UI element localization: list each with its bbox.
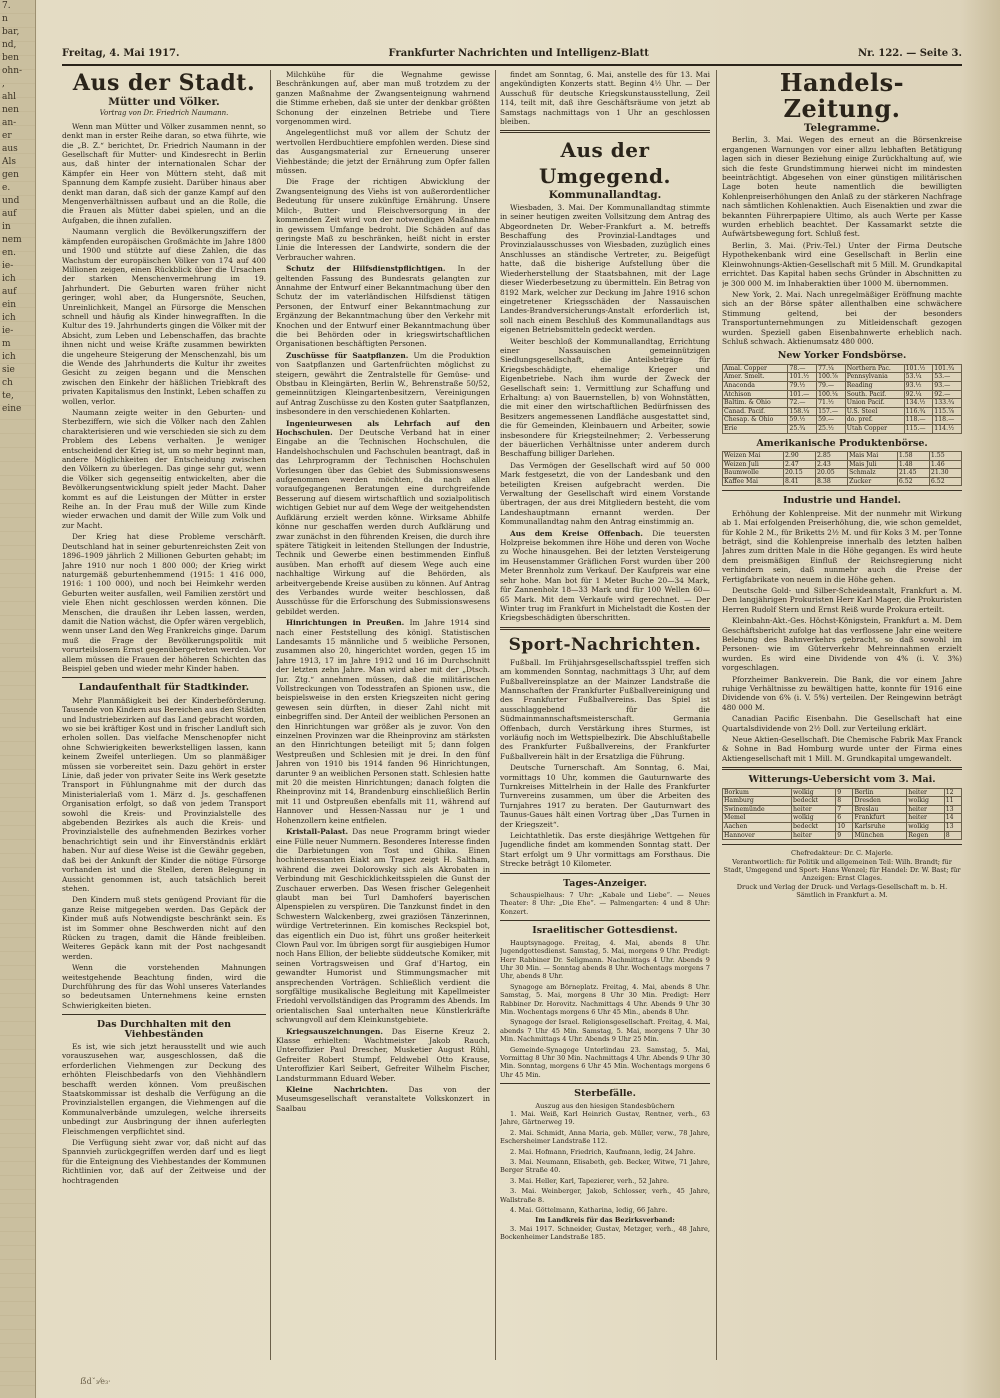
column-divider: [495, 70, 496, 1360]
column-handels-zeitung: [722, 70, 962, 1360]
binding-fragment: ben: [2, 53, 19, 63]
table-cell: South. Pacif.: [845, 390, 904, 399]
header-masthead: Frankfurter Nachrichten und Intelligenz-Blatt: [388, 47, 649, 59]
article-separator: [62, 1014, 266, 1015]
binding-fragment: aus: [2, 144, 18, 154]
table-cell: Northern Pac.: [845, 364, 904, 373]
table-cell: Frankfurt: [853, 814, 907, 823]
table-cell: Reading: [845, 381, 904, 390]
news-item-title: Kleine Nachrichten.: [286, 1085, 388, 1095]
table-cell: 7: [836, 805, 853, 814]
news-item-text: Das Eiserne Kreuz 2. Klasse erhielten: Wachtmeister Jakob Rauch, Unteroffizier Paul Drescher, Musketier August Rühl, Gefreiter Robert Stumpf, Feldwebel Otto Krause, Unteroffizier Karl Seibert, Gefreiter Wilhelm Fischer, Landsturmmann Eduard Weber.: [276, 1026, 490, 1083]
table-cell: 118.—: [933, 416, 962, 425]
table-cell: 8: [944, 831, 961, 840]
commodity-table: [722, 451, 962, 486]
table-cell: Baumwolle: [723, 469, 784, 478]
paragraph: Chefredakteur: Dr. C. Majerle.: [791, 849, 893, 858]
column-divider: [716, 70, 717, 1360]
binding-fragment: te,: [2, 391, 14, 401]
news-item: [276, 264, 490, 349]
table-cell: Borkum: [723, 788, 792, 797]
binding-fragment: eine: [2, 404, 22, 414]
binding-fragment: auf: [2, 209, 17, 219]
binding-fragment: nen: [2, 105, 19, 115]
ny-stock-table: [722, 364, 962, 434]
paragraph: Wenn die vorstehenden Mahnungen weitestgehende Beachtung finden, wird die Durchführung des für das Wohl unseres Vaterlandes so bedeutsamen Unternehmens keine ernsten Schwierigkeiten bieten.: [62, 963, 266, 1010]
news-item-text: Das von der Museumsgesellschaft veranstaltete Volkskonzert in Saalbau: [276, 1085, 490, 1113]
table-cell: 118.—: [904, 416, 933, 425]
table-cell: 2.47: [783, 460, 815, 469]
paragraph: Synagoge am Börneplatz. Freitag, 4. Mai, abends 8 Uhr. Samstag, 5. Mai, morgens 8 Uhr 30 Min. Predigt: Herr Rabbiner Dr. Horovitz. Nachmittags 4 Uhr. Abends 9 Uhr 30 Min. Wochentags morgens 6 Uhr 45 Min., abends 8 Uhr.: [500, 982, 710, 1016]
news-item: findet am Sonntag, 6. Mai, anstelle des für 13. Mai angekündigten Konzerts statt. Beginn 4½ Uhr. — Der Ausschuß für deutsche Kriegskunstausstellung, Zeil 114, teilt mit, daß ihre Geschäftsräume von jetzt ab Samstags nachmittags von 1 Uhr an geschlossen bleiben.: [500, 70, 710, 127]
table-row: [723, 477, 962, 486]
news-item: Schauspielhaus: 7 Uhr: „Kabale und Liebe“. — Neues Theater: 8 Uhr: „Die Ehe“. — Palmengarten: 4 und 8 Uhr: Konzert.: [500, 891, 710, 916]
table-cell: Dresden: [853, 797, 907, 806]
paragraph: Verantwortlich: für Politik und allgemeinen Teil: Wilh. Brandt; für Stadt, Umgegend und Sport: Hans Wenzel; für Handel: Dr. W. Bast; für Anzeigen: Ernst Clages.: [723, 857, 961, 883]
table-cell: Union Pacif.: [845, 399, 904, 408]
paragraph: Den Kindern muß stets genügend Proviant für die ganze Reise mitgegeben werden. Das Gepäck der Kinder muß aufs Notwendigste beschränkt sein. Es ist im Sommer ohne Beschwerden nicht auf den Rücken zu tragen, damit die Hände freibleiben. Weiteres Gepäck kann mit der Post nachgesandt werden.: [62, 895, 266, 961]
news-item: [276, 351, 490, 417]
section-separator: [500, 130, 710, 133]
table-cell: wolkig: [792, 814, 836, 823]
weather-table: [722, 788, 962, 841]
table-cell: 9: [836, 788, 853, 797]
table-cell: Weizen Juli: [723, 460, 784, 469]
table-cell: wolkig: [907, 823, 945, 832]
article-body: [62, 696, 266, 1010]
news-item-text: Um die Produktion von Saatpflanzen und Gartenfrüchten möglichst zu steigern, gewährt die Zentralstelle für Gemüse- und Obstbau in Kleingärten, Berlin W., Behrenstraße 50/52, gemeinnützigen Kleingartenbesitzern, Vereinigungen auf Antrag Zuschüsse zu den Kosten guter Saatpflanzen, insbesondere in den verschiedenen Kohlarten.: [276, 350, 490, 417]
section-title-gottesdienst: Israelitischer Gottesdienst.: [532, 925, 678, 937]
sterbe-list: [500, 1110, 710, 1214]
binding-fragment: ie-: [2, 261, 14, 271]
paragraph: Leichtathletik. Das erste diesjährige Wettgehen für Jugendliche findet am kommenden Sonntag statt. Der Start erfolgt um 9 Uhr vormittags am Forsthaus. Die Strecke beträgt 10 Kilometer.: [500, 831, 710, 869]
table-cell: 6.52: [897, 477, 929, 486]
article-separator: [500, 1083, 710, 1084]
table-row: [723, 814, 962, 823]
table-cell: 100.⅞: [817, 373, 846, 382]
table-cell: 20.15: [783, 469, 815, 478]
table-cell: 157.—: [817, 407, 846, 416]
article-body: [500, 203, 710, 527]
table-cell: Hamburg: [723, 797, 792, 806]
table-cell: 53.¼: [904, 373, 933, 382]
paragraph: Pforzheimer Bankverein. Die Bank, die vor einem Jahre ruhige Verhältnisse zu bewältigen hatte, konnte für 1916 eine Dividende von 6% (i. V. 5%) verteilen. Der Reingewinn beträgt 480 000 M.: [722, 674, 962, 712]
paragraph: Kleinbahn-Akt.-Ges. Höchst-Königstein, Frankfurt a. M. Dem Geschäftsbericht zufolge hat das verflossene Jahr eine weitere Belebung des Bahnverkehrs gebracht, so daß sowohl im Personen- wie im Güterverkehr Mehreinnahmen erzielt wurden. Es wird eine Dividende von 4% (i. V. 3%) vorgeschlagen.: [722, 616, 962, 673]
table-cell: 101.—: [788, 390, 817, 399]
binding-fragment: ohn-: [2, 66, 23, 76]
binding-fragment: ie-: [2, 326, 14, 336]
article-separator: [722, 844, 962, 845]
table-cell: 8.38: [816, 477, 848, 486]
paragraph: 2. Mai. Schmidt, Anna Maria, geb. Müller, verw., 78 Jahre, Eschersheimer Landstraße 112.: [500, 1128, 710, 1146]
news-item-title: Kriegsauszeichnungen.: [286, 1026, 383, 1036]
table-cell: 13: [944, 823, 961, 832]
table-row: [723, 416, 962, 425]
binding-fragment: e.: [2, 183, 11, 193]
paragraph: Erhöhung der Kohlenpreise. Mit der nunmehr mit Wirkung ab 1. Mai erfolgenden Preiserhöhung, die, wie schon gemeldet, für Kohle 2 M., für Briketts 2½ M. und für Koks 3 M. per Tonne beträgt, sind die Kohlenpreise innerhalb des letzten halben Jahres zum dritten Male in die Höhe gegangen. Es wird heute dem preismäßigen Einfluß der Reichsregierung nicht verhindern sein, daß nunmehr auch die Preise der Fertigfabrikate von neuem in die Höhe gehen.: [722, 508, 962, 584]
paragraph: Berlin, 3. Mai. (Priv.-Tel.) Unter der Firma Deutsche Hypothekenbank wird eine Gesellschaft in Berlin eine Kleinwohnungs-Aktien-Gesellschaft mit 5 Mill. M. Grundkapital errichtet. Das Kapital haben sechs Gründer in Abschnitten zu je 300 000 M. im Inhaberaktien über 1000 M. übernommen.: [722, 240, 962, 288]
binding-fragment: auf: [2, 287, 17, 297]
table-cell: do. pref.: [845, 416, 904, 425]
table-cell: bedeckt: [792, 823, 836, 832]
paragraph: Naumann verglich die Bevölkerungsziffern der kämpfenden europäischen Großmächte im Jahre 1800 und 1900 und stützte auf diese Zahlen, die das Wachstum der europäischen Völker von 174 auf 400 Millionen zeigen, einen Rückblick über die Ursachen der starken Menschenvermehrung im 19. Jahrhundert. Die Geburten waren früher nicht geringer, wohl aber, da Hungersnöte, Seuchen, Unreinlichkeit, Mangel an Fürsorge die Menschen schnell und häufig als Kinder hinwegrafften. In die Kultur des 19. Jahrhunderts gingen die Völker mit der Absicht, zum Leben und Lebenschaffen, das brachte ihnen nicht und weise Kräfte zusammen bewirkten die ungeheure Steigerung der Menschenzahl, bis um die Wende des Jahrhunderts die Kultur ihr zweites Gesicht zu zeigen begann und die Menschen zwischen den Einkehr der häßlichen Triebkraft des privaten Kapitalismus den Instinkt, Leben schaffen zu wollen, verlor.: [62, 227, 266, 406]
header-date: Freitag, 4. Mai 1917.: [62, 47, 180, 59]
footer-mark: ẞdˇ₃⁄e₃⸱: [80, 1377, 111, 1386]
news-item-title: Schutz der Hilfsdienstpflichtigen.: [286, 264, 446, 274]
paragraph: Weiter beschloß der Kommunallandtag, Errichtung einer Nassauischen gemeinnützigen Siedlungsgesellschaft, die Anteilsbeträge für Kriegsbeschädigte, ehemalige Krieger und Eigenbetriebe. Nach ihm wurde der Zweck der Gesellschaft sein: 1. Vermittlung zur Schaffung und Erhaltung: a) von Bauernstellen, b) von Wohnstätten, die mit einer den wirtschaftlichen Bedürfnissen des Besitzers angemessenen Landfläche ausgestattet sind, die für Gemeinden, Kleinbauern und Arbeiter, sowie insbesondere für Kriegsteilnehmer; 2. Verbesserung der bäuerlichen Verhältnisse unter anderem durch Beschaffung billiger Darlehen.: [500, 336, 710, 459]
article-separator: [500, 873, 710, 874]
binding-fragment: ch: [2, 378, 13, 388]
table-cell: Memel: [723, 814, 792, 823]
table-cell: heiter: [907, 805, 945, 814]
news-item-title: Ingenieurwesen als Lehrfach auf den Hochschulen.: [276, 418, 490, 438]
paragraph: Mehr Planmäßigkeit bei der Kinderbeförderung. Tausende von Kindern aus Bereichen aus den Städten und Industriebezirken auf das Land gebracht worden, wo sie bei kräftiger Kost und in frischer Landluft sich erholen sollen. Das vielfache Menschenopfer nicht ohne Schwierigkeiten bewerkstelligen lassen, kann keinem Zweifel unterliegen. Um so planmäßiger müssen sie vorbereitet sein. Dazu gehört in erster Linie, daß jeder von privater Seite ins Werk gesetzte Transport in Fühlungnahme mit der durch das Ministerialerlaß vom 1. März d. Js. geschaffenen Organisation erfolgt, so daß von jedem Transport sowohl die Kreis- und Provinzialstelle des abgebenden Bezirkes als auch die Kreis- und Provinzialstelle des aufnehmenden Bezirkes vorher benachrichtigt sein und ihr Einverständnis erklärt haben. Nur auf diese Weise ist die Gewähr gegeben, daß bei der Ankunft der Kinder die nötige Fürsorge vorhanden ist und die Stellen, deren Belegung in Aussicht genommen ist, auch tatsächlich bereit stehen.: [62, 695, 266, 893]
news-item-text: Der Deutsche Verband hat in einer Eingabe an die Technischen Hochschulen, die Handelshochschulen und Fachschulen beantragt, daß in das Lehrprogramm der Technischen Hochschulen Vorlesungen über das Gebiet des Submissionswesens aufgenommen werden möchten, da nach allen voraufgegangenen Beratungen eine durchgreifende Besserung auf diesem wirtschaftlich und sozialpolitisch wichtigen Gebiet nur auf dem Wege der weitgehendsten Aufklärung erzielt werden könne. Wirksame Abhilfe könne nur geschaffen werden durch Aufklärung und zwar zunächst in den führenden Kreisen, die durch ihre spätere Tätigkeit in leitenden Stellungen der Industrie, Technik und Gewerbe einen bestimmenden Einfluß ausüben. Man erhofft auf diesem Wege auch eine nachhaltige Wirkung auf die Behörden, als arbeitvergebende Kreise ausüben zu können. Auf Antrag des Verbandes wurde weiter beschlossen, daß Ausschüsse für die Erforschung des Submissionswesens gebildet werden.: [276, 428, 490, 616]
binding-fragment: m: [2, 339, 11, 349]
paragraph: 3. Mai. Heller, Karl, Tapezierer, verh., 52 Jahre.: [510, 1176, 669, 1185]
table-cell: 115.⅞: [933, 407, 962, 416]
article-separator: [722, 490, 962, 491]
table-title-ny-fondsboerse: New Yorker Fondsbörse.: [777, 350, 907, 362]
binding-fragment: sie: [2, 365, 15, 375]
news-item: [276, 1085, 490, 1113]
news-item-title: Aus dem Kreise Offenbach.: [510, 528, 643, 538]
table-cell: 2.85: [816, 451, 848, 460]
table-cell: Erie: [723, 424, 788, 433]
column-region-sport: [500, 70, 710, 1360]
binding-fragment: in: [2, 222, 11, 232]
table-cell: 21.30: [929, 469, 961, 478]
table-cell: 79.—: [817, 381, 846, 390]
table-cell: Zucker: [848, 477, 898, 486]
table-cell: Kaffee Mai: [723, 477, 784, 486]
table-cell: 20.05: [816, 469, 848, 478]
paragraph: Synagoge der Israel. Religionsgesellschaft. Freitag, 4. Mai, abends 7 Uhr 45 Min. Samstag, 5. Mai, morgens 7 Uhr 30 Min. Nachmittags 4 Uhr. Abends 9 Uhr 25 Min.: [500, 1018, 710, 1044]
table-cell: 114.½: [933, 424, 962, 433]
table-row: [723, 364, 962, 373]
table-cell: Atchison: [723, 390, 788, 399]
binding-fragment: Als: [2, 157, 16, 167]
table-cell: Aachen: [723, 823, 792, 832]
table-cell: wolkig: [907, 797, 945, 806]
table-cell: Breslau: [853, 805, 907, 814]
article-body: [722, 135, 962, 346]
news-item-text: Im Jahre 1914 sind nach einer Feststellung des königl. Statistischen Landesamts 15 männliche und 5 weibliche Personen, zusammen also 20, hingerichtet worden, gegen 15 im Jahre 1913, 17 im Jahre 1912 und 16 im Durchschnitt der letzten zehn Jahre. Man wird aber mit der „Dtsch. Jur. Ztg.“ annehmen müssen, daß die militärischen Vollstreckungen von Todesstrafen an Spionen usw., die beispielsweise in den ersten Kriegszeiten nicht gering gewesen sein dürften, in dieser Zahl nicht mit einbegriffen sind. Der Anteil der weiblichen Personen an den Hinrichtungen war größer als je zuvor. Von den einzelnen Provinzen war die Rheinprovinz am stärksten an den Hinrichtungen beteiligt mit 5; dann folgen Westpreußen und Schlesien mit je drei. In den fünf Jahren von 1910 bis 1914 fanden 96 Hinrichtungen, darunter 9 an weiblichen Personen statt. Schlesien hatte mit 20 die meisten Hinrichtungen; danach folgten die Rheinprovinz mit 14, Brandenburg einschließlich Berlin mit 11 und Ostpreußen ebenfalls mit 11, während auf Hannover und Hessen-Nassau nur je 1 und Hohenzollern keine entfielen.: [276, 618, 490, 825]
table-cell: 101.¾: [933, 364, 962, 373]
table-cell: München: [853, 831, 907, 840]
paragraph: Naumann zeigte weiter in den Geburten- und Sterbeziffern, wie sich die Völker nach den Zahlen charakterisieren und wie verschieden sie sich zu dem Problem des Lebens verhalten. Je weniger entscheidend der Krieg ist, um so mehr beginnt man, andere Möglichkeiten der Entscheidung zwischen den Völkern zu überlegen. Das ginge sehr gut, wenn die Völker sich gegenseitig entwickelten, aber die Bevölkerungsentwicklung spielt jeder Macht. Daher kommt es auf die Leistungen der Mütter in erster Reihe an. In der Frau muß der Wille zum Kinde wieder erwachen und damit der Wille zum Volk und zur Macht.: [62, 408, 266, 530]
table-cell: 14: [944, 814, 961, 823]
table-cell: U.S. Steel: [845, 407, 904, 416]
paragraph: Das Vermögen der Gesellschaft wird auf 50 000 Mark festgesetzt, die von der Landesbank und den beteiligten Kreisen aufgebracht werden. Die Verwaltung der Gesellschaft wird einem Vorstande übertragen, der aus drei Mitgliedern besteht, die vom Landeshauptmann ernannt werden. Der Kommunallandtag nahm den Antrag einstimmig an.: [500, 460, 710, 527]
article-title-landaufenthalt: Landaufenthalt für Stadtkinder.: [78, 682, 250, 694]
section-separator: [500, 627, 710, 630]
binding-fragment: bar,: [2, 27, 20, 37]
binding-fragment: ein: [2, 300, 17, 310]
column-divider: [270, 70, 271, 1360]
table-cell: 1.48: [897, 460, 929, 469]
article-title-muetter: Mütter und Völker.: [108, 96, 220, 108]
paragraph: 2. Mai. Hofmann, Friedrich, Kaufmann, ledig, 24 Jahre.: [510, 1147, 696, 1156]
table-row: [723, 407, 962, 416]
table-cell: 71.½: [817, 399, 846, 408]
table-cell: 10: [836, 823, 853, 832]
article-body: [62, 122, 266, 674]
section-headline-umgegend: Aus der Umgegend.: [538, 138, 671, 189]
column-local-news-continued: [276, 70, 490, 1360]
table-cell: Hannover: [723, 831, 792, 840]
paragraph: Hauptsynagoge. Freitag, 4. Mai, abends 8 Uhr. Jugendgottesdienst. Samstag, 5. Mai, morgens 9 Uhr. Predigt: Herr Rabbiner Dr. Seligmann. Nachmittags 4 Uhr. Abends 9 Uhr 30 Min. — Sonntag abends 8 Uhr. Wochentags morgens 7 Uhr, abends 8 Uhr.: [500, 938, 710, 981]
paragraph: Deutsche Turnerschaft. Am Sonntag, 6. Mai, vormittags 10 Uhr, kommen die Gauturnwarte des Turnkreises Mittelrhein in der Halle des Frankfurter Turnvereins zusammen, um über die Arbeiten des Turnjahres 1917 zu beraten. Der Gauturnwart des Taunus-Gaues hält einen Vortrag über „Das Turnen in der Kriegszeit“.: [500, 763, 710, 829]
impressum: [722, 849, 962, 899]
table-cell: 1.58: [897, 451, 929, 460]
binding-fragment: en.: [2, 248, 16, 258]
table-cell: 53.—: [933, 373, 962, 382]
table-row: [723, 805, 962, 814]
table-row: [723, 381, 962, 390]
table-cell: Schmalz: [848, 469, 898, 478]
table-cell: 8: [836, 797, 853, 806]
article-byline: Vortrag von Dr. Friedrich Naumann.: [99, 109, 229, 118]
table-cell: 59.½: [788, 416, 817, 425]
paragraph: New York, 2. Mai. Nach unregelmäßiger Eröffnung machte sich an der Börse später allenthalben eine schwächere Stimmung geltend, bei der besonders Transportunternehmungen zu Mitleidenschaft gezogen wurden. Speziell gaben Eisenbahnwerte erheblich nach. Schluß schwach. Aktienumsatz 480 000.: [722, 289, 962, 346]
table-cell: 93.½: [904, 381, 933, 390]
article-title-kommunallandtag: Kommunallandtag.: [548, 189, 662, 202]
table-cell: 92.—: [933, 390, 962, 399]
table-cell: 25.¾: [788, 424, 817, 433]
paragraph: 3. Mai. Weinberger, Jakob, Schlosser, verh., 45 Jahre, Wallstraße 8.: [500, 1187, 710, 1204]
table-cell: Mais Juli: [848, 460, 898, 469]
paragraph: Wiesbaden, 3. Mai. Der Kommunallandtag stimmte in seiner heutigen zweiten Vollsitzung dem Antrag des Abgeordneten Dr. Weber-Frankfurt a. M. betreffs Beschaffung des Provinzial-Landtages und Provinzialausschusses von Wiesbaden, zuzüglich eines Anschlusses an ständische Vertreter, zu. Beigefügt hatte, daß die bisherige Aufstellung über die Wiederherstellung der Staatsbahnen, mit der Lage dieser Wiederbesetzung zu übermitteln. Ein Betrag von 8192 Mark, welcher zur Deckung im Jahre 1916 schon eingetretener Kriegsschäden der Nassauischen Landes-Brandversicherungs-Anstalt erforderlich ist, soll nach einem Beschluß des Kommunallandtags aus eigenen Betriebsmitteln gedeckt werden.: [500, 202, 710, 335]
binding-fragment: ich: [2, 274, 16, 284]
table-cell: Amer. Smelt.: [723, 373, 788, 382]
table-cell: heiter: [792, 831, 836, 840]
table-cell: wolkig: [792, 788, 836, 797]
binding-fragment: nd,: [2, 40, 17, 50]
sterbe-landkreis-item: 3. Mai 1917. Schneider, Gustav, Metzger, verh., 48 Jahre, Bockenheimer Landstraße 185.: [500, 1224, 710, 1242]
section-title-tages-anzeiger: Tages-Anzeiger.: [563, 877, 647, 889]
table-cell: 25.½: [817, 424, 846, 433]
paragraph: Gemeinde-Synagoge Unterlindau 23. Samstag, 5. Mai, Vormittag 8 Uhr 30 Min. Nachmittags 4 Uhr. Abends 9 Uhr 30 Min. Sonntag, morgens 6 Uhr 45 Min. Wochentags morgens 6 Uhr 45 Min.: [500, 1045, 710, 1079]
table-cell: 101.½: [904, 364, 933, 373]
news-item-title: Hinrichtungen in Preußen.: [286, 618, 405, 628]
article-body: [62, 1042, 266, 1185]
news-item-title: Zuschüsse für Saatpflanzen.: [286, 350, 409, 360]
paragraph: Wenn man Mütter und Völker zusammen nennt, so denkt man in erster Reihe daran, so etwa führte, wie die „B. Z.“ berichtet, Dr. Friedrich Naumann in der Gesellschaft für Mutter- und Kindesrecht in Berlin aus, daß hinter der internationalen Schar der Kämpfer ein Heer von Müttern steht, daß mit Spannung dem Kampfe zusieht. Darüber hinaus aber denkt man daran, daß sich der ganze Kampf auf den Mengenverhältnissen aufbaut und an die Rolle, die die Frauen als Mütter dabei spielen, und an die Aufgaben, die ihnen zufallen.: [62, 121, 266, 225]
table-cell: heiter: [907, 788, 945, 797]
paragraph: Berlin, 3. Mai. Wegen des erneut an die Börsenkreise ergangenen Warnungen vor einer allzu lebhaften Betätigung lagen sich in dieser Beziehung einige Zurückhaltung auf, wie sich die feste Grundstimmung hierwei nicht im mindesten beeinträchtigt. Abgesehen von einer günstigen militärischen Lage boten heute namentlich die bewilligten Kohlenpreiserhöhungen den Anlaß zu der stärkeren Nachfrage nach sämtlichen Kohlenaktien. Auch Eisenaktien und zwar die bekannten Führerpapiere Ultimo, als auch Werte per Kasse wurden erheblich beachtet. Der Kassamarkt setzte die Aufwärtsbewegung fort. Schluß fest.: [722, 135, 962, 239]
table-cell: 134.½: [904, 399, 933, 408]
table-cell: Amal. Copper: [723, 364, 788, 373]
table-row: [723, 399, 962, 408]
table-cell: 9: [836, 831, 853, 840]
article-body: [276, 70, 490, 262]
table-row: [723, 788, 962, 797]
table-cell: Berlin: [853, 788, 907, 797]
table-cell: 21.45: [897, 469, 929, 478]
news-item-text: Das neue Programm bringt wieder eine Fülle neuer Nummern. Besonderes Interesse finden die Darbietungen von Tost und Ghika. Einen hochinteressanten Eiakt am Trapez zeigt H. Saltham, während die zwei Dolorowsky sich als Akrobaten in Verbindung mit Geschicklichkeitsspielen die Gunst der Zuschauer erwerben. Das Wesen frischer Gelegenheit glaubt man bei Turl Damhoferś bayerischen Alpenspielen zu verspüren. Die Tanzkunst findet in den Schwestern Walckenberg, zwei graziösen Tänzerinnen, würdige Vertreterinnen. Ein komisches Reckspiel bot, das eigentlich ein Duo ist, führt uns großer heiterkeit Clown Paul vor. Im übrigen sorgt für ausgiebigen Humor noch Hans Ellion, der beliebte süddeutsche Komiker, mit seinen Vortragsweisen und Graf d'Hartog, ein gewandter Humorist und Stimmungsmacher mit ansprechenden Vorträgen. Schließlich verdient die sorgfältige musikalische Begleitung mit Kapellmeister Friedohl vervollständigen das Programm des Abends. Im orientalischen Saal unterhalten neue Künstlerkräfte schwungvoll auf dem Kleinkunstgebiete.: [276, 827, 490, 1025]
table-row: [723, 451, 962, 460]
table-cell: 92.¼: [904, 390, 933, 399]
binding-fragment: ich: [2, 352, 16, 362]
binding-fragment: ,: [2, 79, 5, 89]
table-row: [723, 460, 962, 469]
news-item: [276, 827, 490, 1025]
table-cell: bedeckt: [792, 797, 836, 806]
table-cell: Baltim. & Ohio: [723, 399, 788, 408]
news-item: [276, 618, 490, 825]
table-row: [723, 373, 962, 382]
paragraph: Fußball. Im Frühjahrsgesellschaftsspiel treffen sich am kommenden Sonntag, nachmittags 3 Uhr, auf dem Fußballvereinsplatze an der Mainzer Landstraße die Mannschaften der Frankfurter Fußballvereinigung und des Frankfurter Fußballvereins. Das Spiel ist ausschlaggebend für die Südmainmannschaftsmeisterschaft. Germania Offenbach, durch Verstärkung ihres Sturmes, ist vorläufig noch im Wettspielbezirk. Die Abschlußtabelle des Frankfurter Fußballvereins, der Frankfurter Fußballverein hält in der Ersatzliga die Führung.: [500, 657, 710, 761]
column-local-news: [62, 70, 266, 1360]
table-cell: 1.55: [929, 451, 961, 460]
table-cell: Anaconda: [723, 381, 788, 390]
table-cell: Mais Mai: [848, 451, 898, 460]
binding-fragment: nem: [2, 235, 22, 245]
binding-fragment: n: [2, 14, 8, 24]
sterbe-landkreis-title: Im Landkreis für das Bezirksverband:: [535, 1216, 675, 1225]
news-item: [276, 419, 490, 617]
paragraph: Canadian Pacific Eisenbahn. Die Gesellschaft hat eine Quartalsdividende von 2½ Doll. zur Verteilung erklärt.: [722, 714, 962, 733]
table-cell: 100.¼: [817, 390, 846, 399]
table-cell: 77.¼: [817, 364, 846, 373]
sterbe-intro: Auszug aus den hiesigen Standesbüchern: [535, 1101, 675, 1110]
table-cell: Pennsylvania: [845, 373, 904, 382]
table-cell: 59.—: [817, 416, 846, 425]
binding-fragment: ich: [2, 313, 16, 323]
table-cell: Karlsruhe: [853, 823, 907, 832]
table-cell: 133.¾: [933, 399, 962, 408]
paragraph: Deutsche Gold- und Silber-Scheideanstalt, Frankfurt a. M. Den langjährigen Prokuristen Herr Karl Mager, die Prokuristen Herren Rudolf Stern und Ernst Reiß wurde Prokura erteilt.: [722, 585, 962, 614]
table-cell: Weizen Mai: [723, 451, 784, 460]
news-item-text: In der geltenden Fassung des Bundesrats gelangten zur Annahme der Entwurf einer Bekanntmachung über den Schutz der im vaterländischen Hilfsdienst tätigen Personen, der Entwurf einer Bekanntmachung zur Ergänzung der Bekanntmachung über den Verkehr mit Knochen und der Entwurf einer Bekanntmachung über die bei Behörden oder in kriegswirtschaftlichen Organisationen beschäftigten Personen.: [276, 264, 490, 349]
table-cell: 1.46: [929, 460, 961, 469]
article-body: [500, 939, 710, 1080]
table-cell: 72.—: [788, 399, 817, 408]
paragraph: Der Krieg hat diese Probleme verschärft. Deutschland hat in seiner geburtenreichsten Zeit von 1896–1909 jährlich 2 Millionen Geburten gehabt; im Jahre 1910 nur noch 1 800 000; der Krieg wirkt naturgemäß geburtenhemmend (1915: 1 416 000, 1916: 1 100 000), und noch bei Heimkehr werden Geburten weiter ausfallen, weil Familien zerstört und viele Ehen nicht geschlossen werden können. Die Menschen, die draußen ihr Leben lassen, werden, damit die Nation wächst, die Opfer wären vergeblich, wenn unser Land den Weg Frankreichs ginge. Darum muß die Frage der Bevölkerungspolitik mit vorurteilslosem Ernst gegenübergetreten werden. Vor allem müssen die Frauen der höheren Schichten das Beispiel geben und wieder mehr Kinder haben.: [62, 532, 266, 673]
table-cell: Chesap. & Ohio: [723, 416, 788, 425]
paragraph: Druck und Verlag der Druck- und Verlags-Gesellschaft m. b. H. Sämtlich in Frankfurt a. M.: [736, 882, 948, 900]
table-title-witterung: Witterungs-Uebersicht vom 3. Mai.: [748, 774, 936, 786]
table-cell: 2.90: [783, 451, 815, 460]
table-cell: 6.52: [929, 477, 961, 486]
page-header: [62, 44, 962, 62]
section-subtitle-telegramme: Telegramme.: [803, 122, 881, 134]
section-headline-stadt: Aus der Stadt.: [72, 70, 256, 96]
binding-fragment: und: [2, 196, 20, 206]
article-separator: [500, 920, 710, 921]
section-separator: [722, 767, 962, 770]
header-issue: Nr. 122. — Seite 3.: [857, 47, 962, 59]
table-cell: Regen: [907, 831, 945, 840]
binding-fragment: ahl: [2, 92, 17, 102]
table-cell: 79.½: [788, 381, 817, 390]
paragraph: Angelegentlichst muß vor allem der Schutz der wertvollen Herdbuchtiere empfohlen werden. Diese sind das Ausgangsmaterial zur Erneuerung unserer Viehbestände; die jetzt der Ernährung zum Opfer fallen müssen.: [276, 128, 490, 176]
article-title-durchhalten: Das Durchhalten mit den Viehbeständen: [96, 1019, 232, 1040]
table-row: [723, 390, 962, 399]
paragraph: 4. Mai. Göttelmann, Katharina, ledig, 66 Jahre.: [510, 1206, 668, 1215]
article-separator: [62, 677, 266, 678]
news-item: [276, 1027, 490, 1083]
binding-fragment: an-: [2, 118, 17, 128]
table-cell: Swinemünde: [723, 805, 792, 814]
news-item: [500, 529, 710, 623]
table-cell: 115.—: [904, 424, 933, 433]
news-item-text: Die teuersten Holzpreise bekommen ihre Höhe und deren von Woche zu Woche hinausgehen. Bei der letzten Versteigerung im Heusenstammer Gräflichen Forst wurden über 200 Meter Brennholz zum Verkauf. Der Kaufpreis war eine sehr hohe. Man bot für 1 Meter Buche 20—34 Mark, für Zannenholz 18—33 Mark und für 100 Wellen 60—65 Mark. Mit dem Verkaufe wird gerechnet. — Der Winter trug im Frankfurt in Michelstadt die Kosten der Kriegsbeschädigten überschritten.: [500, 528, 710, 623]
section-title-industrie: Industrie und Handel.: [782, 495, 901, 507]
table-cell: 158.¼: [788, 407, 817, 416]
paragraph: 3. Mai. Neumann, Elisabeth, geb. Becker, Witwe, 71 Jahre, Berger Straße 40.: [500, 1158, 710, 1175]
table-row: [723, 831, 962, 840]
paragraph: 1. Mai. Weiß, Karl Heinrich Gustav, Rentner, verh., 63 Jahre, Gärtnerweg 19.: [500, 1110, 710, 1127]
paragraph: Milchkühe für die Wegnahme gewisse Beschränkungen auf, aber man muß trotzdem zu der ganzen Maßnahme der Zwangsenteignung wahrnend die Stimme erheben, daß sie unter der denkbar größten Schonung der einzelnen Betriebe und Tiere vorgenommen wird.: [276, 70, 490, 127]
table-row: [723, 823, 962, 832]
table-title-produktenboerse: Amerikanische Produktenbörse.: [756, 437, 928, 449]
table-row: [723, 469, 962, 478]
article-body: [722, 509, 962, 764]
table-row: [723, 797, 962, 806]
paragraph: Die Verfügung sieht zwar vor, daß nicht auf das Spannvieh zurückgegriffen werden darf und es liegt für die Enteignung des Viehbestandes der Kommunen Richtlinien vor, daß auf der Zeitweise und der hochtragenden: [62, 1138, 266, 1185]
table-cell: 8.41: [783, 477, 815, 486]
binding-strip: [0, 0, 36, 1398]
table-cell: heiter: [907, 814, 945, 823]
table-cell: heiter: [792, 805, 836, 814]
paragraph: Es ist, wie sich jetzt herausstellt und wie auch vorauszusehen war, ausgeschlossen, daß die erforderlichen Viehmengen zur Deckung des erhöhten Fleischbedarfs von den Viehhändlern beschafft werden können. Vom preußischen Staatskommissar ist deshalb die Verfügung an die Provinzialstellen ergangen, die Viehmengen auf die Kommunalverbände umzulegen, welche ihrerseits unbedingt zur Ausbringung der ihnen auferlegten Fleischmengen verpflichtet sind.: [62, 1042, 266, 1136]
paragraph: Neue Aktien-Gesellschaft. Die Chemische Fabrik Max Franck & Sohne in Bad Homburg wurde unter der Firma eines Aktiengesellschaft mit 1 Mill. M. Grundkapital umgewandelt.: [722, 735, 962, 763]
table-cell: 2.43: [816, 460, 848, 469]
table-cell: 93.—: [933, 381, 962, 390]
header-rule: [62, 64, 962, 66]
table-cell: 13: [944, 805, 961, 814]
section-headline-handels: Handels-Zeitung.: [779, 70, 905, 123]
table-cell: 6: [836, 814, 853, 823]
table-cell: 11: [944, 797, 961, 806]
news-item-title: Kristall-Palast.: [286, 827, 349, 837]
table-cell: Canad. Pacif.: [723, 407, 788, 416]
table-cell: 12: [944, 788, 961, 797]
binding-fragment: gen: [2, 170, 19, 180]
table-cell: 78.—: [788, 364, 817, 373]
table-row: [723, 424, 962, 433]
binding-fragment: 7.: [2, 1, 11, 11]
table-cell: 101.½: [788, 373, 817, 382]
section-headline-sport: Sport-Nachrichten.: [508, 634, 702, 655]
article-body: [500, 658, 710, 869]
table-cell: 116.¾: [904, 407, 933, 416]
section-title-sterbefaelle: Sterbefälle.: [574, 1088, 636, 1100]
table-cell: Utah Copper: [845, 424, 904, 433]
paragraph: Die Frage der richtigen Abwicklung der Zwangsenteignung des Viehs ist von außerordentlicher Bedeutung für unsere zukünftige Ernährung. Unsere Milch-, Butter- und Fleischversorgung in der kommenden Zeit wird von der notwendigen Maßnahme in gewissem Umfange bedroht. Die Schäden auf das geringste Maß zu beschränken, heißt nicht in erster Linie die Interessen der Landwirte, sondern die der Verbraucher wahren.: [276, 177, 490, 262]
binding-fragment: er: [2, 131, 12, 141]
